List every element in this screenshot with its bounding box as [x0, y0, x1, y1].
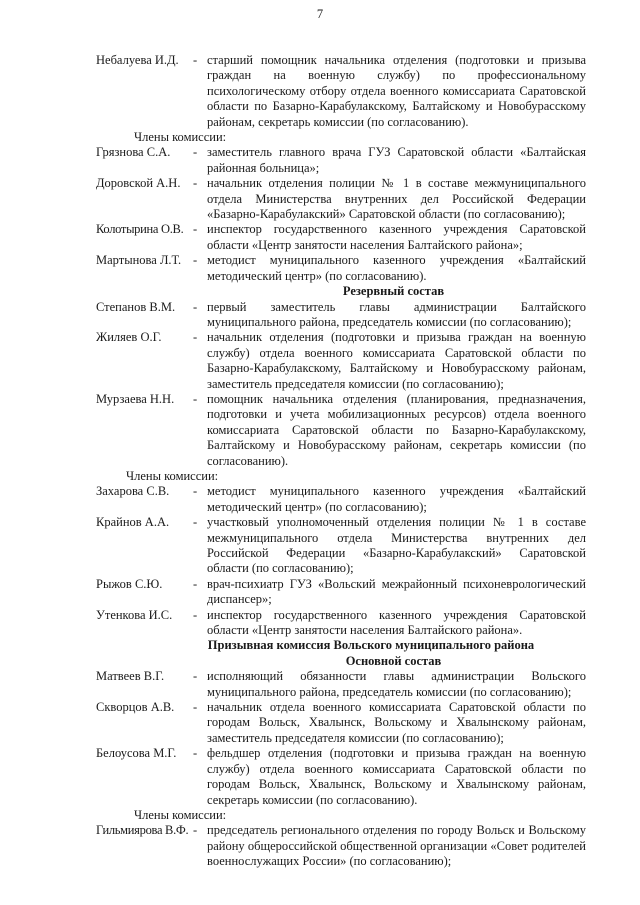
member-position: инспектор государственного казенного учреждения Саратовской области «Центр занятости населения Балтайского района»; — [207, 222, 586, 252]
member-entry — [96, 300, 586, 331]
member-position: начальник отделения (подготовки и призыва граждан на военную службу) отдела военного комиссариата Саратовской области по Базарно-Карабулакскому, Балтайскому и Новобурасскому районам, заместитель председателя комиссии (по согласованию); — [207, 330, 586, 391]
member-position: участковый уполномоченный отделения полиции № 1 в составе межмуниципального отдела Министерства внутренних дел Российской Федерации «Базарно-Карабулакский» Саратовской области (по согласованию); — [207, 515, 586, 576]
member-entry — [96, 222, 586, 253]
member-entry — [96, 253, 586, 284]
entry-dash: - — [193, 607, 198, 622]
entry-dash: - — [193, 391, 198, 406]
entry-dash: - — [193, 253, 198, 268]
member-position: методист муниципального казенного учреждения «Балтайский методический центр» (по согласованию); — [207, 484, 586, 514]
member-name: Колотырина О.В. — [96, 222, 184, 237]
section-heading: Призывная комиссия Вольского муниципального района — [207, 638, 535, 653]
entry-dash: - — [193, 176, 198, 191]
entry-dash: - — [193, 700, 198, 715]
member-entry — [96, 53, 586, 130]
member-position: врач-психиатр ГУЗ «Вольский межрайонный психоневрологический диспансер»; — [207, 576, 586, 607]
members-label: Члены комиссии: — [126, 468, 219, 483]
entry-dash: - — [193, 53, 198, 67]
member-position: первый заместитель главы администрации Балтайского муниципального района, председатель комиссии (по согласованию); — [207, 299, 586, 329]
entry-dash: - — [193, 576, 198, 591]
member-entry — [96, 330, 586, 392]
member-name: Крайнов А.А. — [96, 515, 170, 530]
entry-dash: - — [193, 145, 198, 160]
member-entry — [96, 608, 586, 639]
member-position: заместитель главного врача ГУЗ Саратовской области «Балтайская районная больница»; — [207, 145, 586, 175]
member-name: Мартынова Л.Т. — [96, 253, 182, 268]
member-name: Гильмиярова В.Ф. — [96, 823, 189, 838]
member-position: фельдшер отделения (подготовки и призыва граждан на военную службу) отдела военного комиссариата Саратовской области по городам Вольск, Хвалынск, Вольскому и Хвалынскому районам, секретарь комиссии (по согласованию). — [207, 746, 586, 807]
member-entry — [96, 392, 586, 469]
member-position: председатель регионального отделения по городу Вольск и Вольскому району общероссийской общественной организации «Совет родителей военнослужащих России» (по согласованию); — [207, 823, 586, 869]
member-position: исполняющий обязанности главы администрации Вольского муниципального района, председатель комиссии (по согласованию); — [207, 669, 586, 699]
entry-dash: - — [193, 330, 198, 345]
member-entry — [96, 577, 586, 608]
member-entry — [96, 700, 586, 746]
entry-dash: - — [193, 823, 198, 838]
member-name: Матвеев В.Г. — [96, 669, 165, 684]
entry-dash: - — [193, 299, 198, 314]
page-number: 7 — [316, 7, 324, 21]
members-label: Члены комиссии: — [134, 130, 227, 145]
member-name: Утенкова И.С. — [96, 607, 173, 622]
member-name: Жиляев О.Г. — [96, 330, 162, 345]
member-entry — [96, 669, 586, 700]
member-name: Степанов В.М. — [96, 299, 176, 314]
member-position: методист муниципального казенного учреждения «Балтайский методический центр» (по согласованию). — [207, 253, 586, 283]
member-entry — [96, 176, 586, 222]
member-name: Мурзаева Н.Н. — [96, 391, 175, 406]
member-position: помощник начальника отделения (планирования, предназначения, подготовки и учета мобилизационных ресурсов) отдела военного комиссариата Саратовской области по Базарно-Карабулакскому, Балтайскому и Новобурасскому районам, секретарь комиссии (по согласованию). — [207, 391, 586, 468]
member-name: Белоусова М.Г. — [96, 746, 177, 761]
member-entry — [96, 746, 586, 808]
member-entry — [96, 145, 586, 176]
document-body — [96, 53, 586, 870]
entry-dash: - — [193, 669, 198, 684]
member-position: начальник отдела военного комиссариата Саратовской области по городам Вольск, Хвалынск, Вольскому и Хвалынскому районам, заместитель председателя комиссии (по согласованию); — [207, 700, 586, 745]
member-name: Скворцов А.В. — [96, 700, 175, 715]
entry-dash: - — [193, 515, 198, 530]
entry-dash: - — [193, 222, 198, 237]
entry-dash: - — [193, 746, 198, 761]
member-position: инспектор государственного казенного учреждения Саратовской области «Центр занятости населения Балтайского района». — [207, 607, 586, 638]
member-name: Захарова С.В. — [96, 484, 170, 499]
member-position: начальник отделения полиции № 1 в составе межмуниципального отдела Министерства внутренних дел Российской Федерации «Базарно-Карабулакский» Саратовской области (по согласованию); — [207, 176, 586, 222]
member-entry — [96, 823, 586, 869]
section-heading: Основной состав — [345, 653, 442, 668]
member-name: Небалуева И.Д. — [96, 53, 179, 67]
member-entry — [96, 515, 586, 577]
member-entry — [96, 484, 586, 515]
member-name: Рыжов С.Ю. — [96, 576, 163, 591]
member-name: Доровской А.Н. — [96, 176, 181, 191]
members-label: Члены комиссии: — [134, 807, 227, 822]
member-position: старший помощник начальника отделения (подготовки и призыва граждан на военную службу) по профессиональному психологическому отбору отдела военного комиссариата Саратовской области по Базарно-Карабулакскому, Балтайскому и Новобурасскому районам, секретарь комиссии (по согласованию). — [207, 53, 586, 129]
entry-dash: - — [193, 484, 198, 499]
section-heading: Резервный состав — [342, 284, 445, 299]
member-name: Грязнова С.А. — [96, 145, 171, 160]
